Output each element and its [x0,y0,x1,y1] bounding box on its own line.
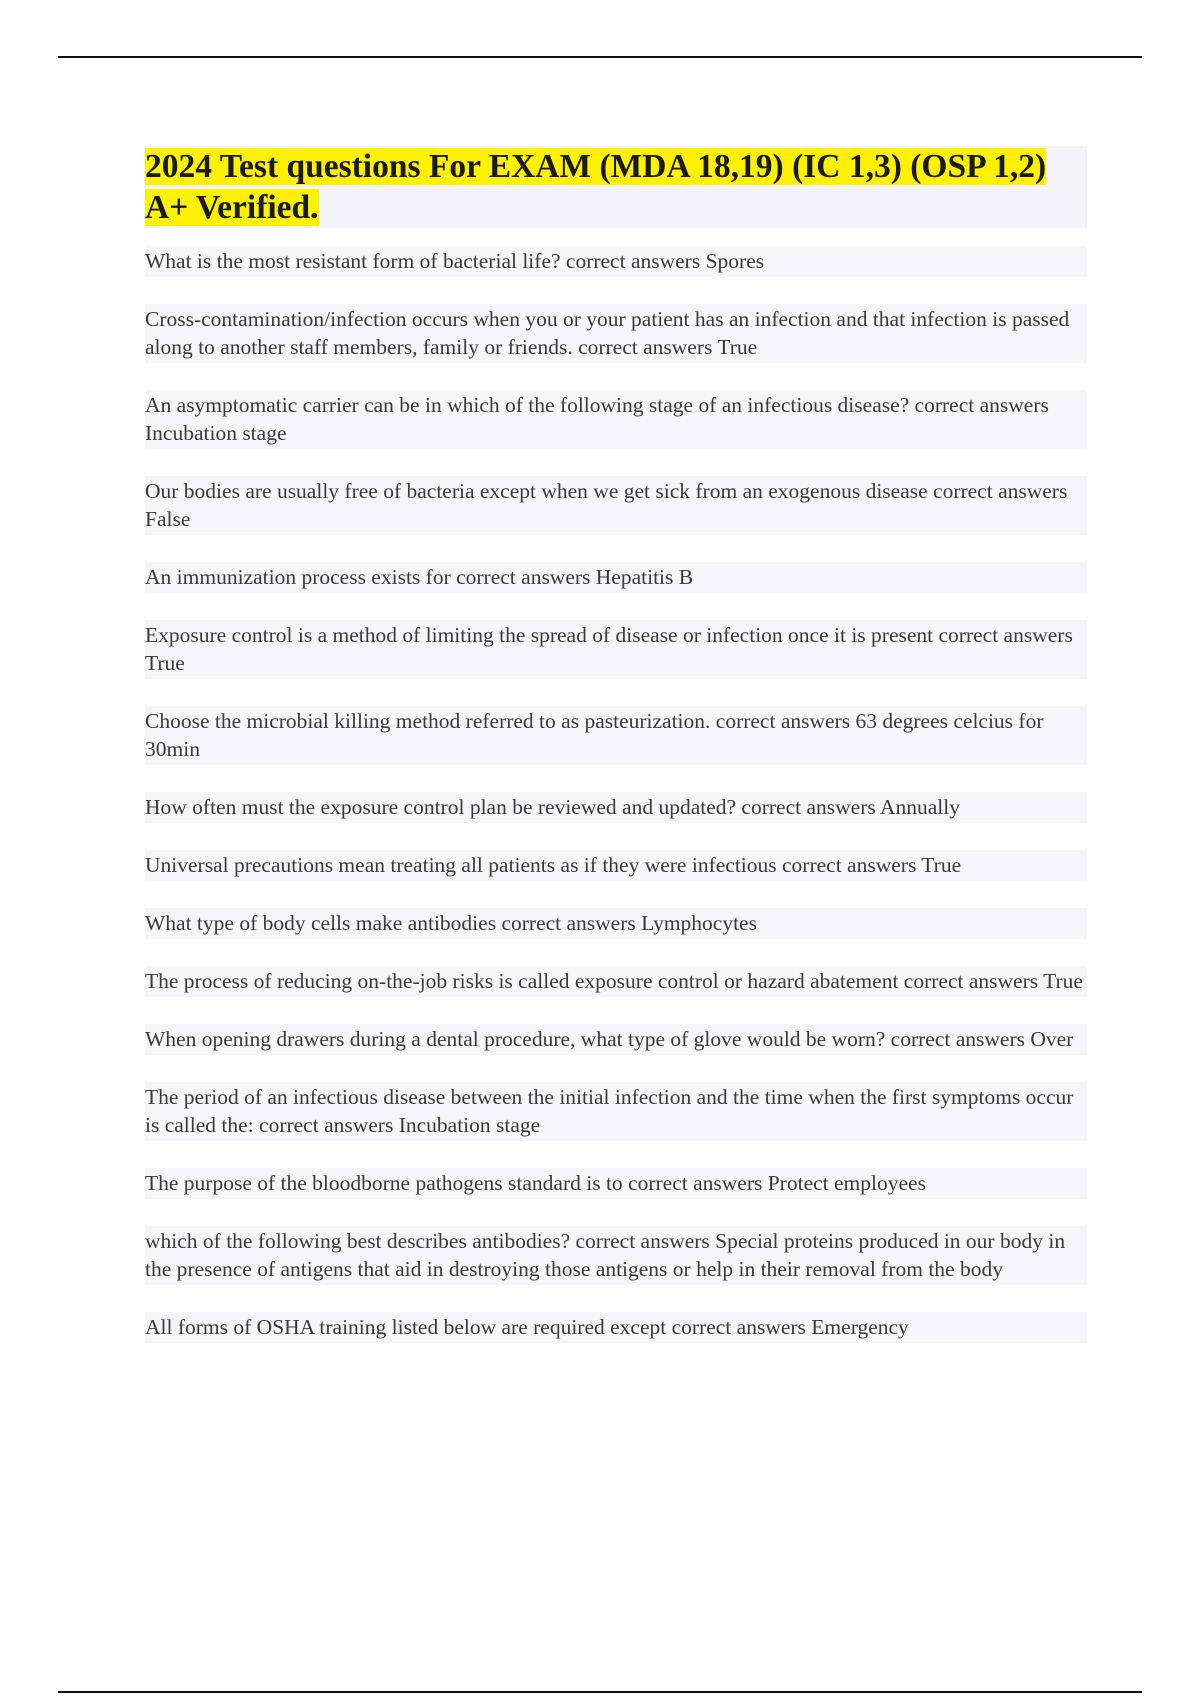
qa-item: What is the most resistant form of bacterial life? correct answers Spores [145,246,1087,277]
qa-item: The period of an infectious disease between the initial infection and the time when the first symptoms occur is called the: correct answers Incubation stage [145,1082,1087,1141]
qa-item: Our bodies are usually free of bacteria except when we get sick from an exogenous disease correct answers False [145,476,1087,535]
qa-item: What type of body cells make antibodies correct answers Lymphocytes [145,908,1087,939]
qa-item: An asymptomatic carrier can be in which of the following stage of an infectious disease? correct answers Incubation stage [145,390,1087,449]
qa-item: All forms of OSHA training listed below are required except correct answers Emergency [145,1312,1087,1343]
qa-item: How often must the exposure control plan be reviewed and updated? correct answers Annually [145,792,1087,823]
title-block [145,146,1087,228]
qa-item: Choose the microbial killing method referred to as pasteurization. correct answers 63 degrees celcius for 30min [145,706,1087,765]
qa-item: The process of reducing on-the-job risks is called exposure control or hazard abatement correct answers True [145,966,1087,997]
bottom-rule [58,1691,1142,1693]
qa-item: Cross-contamination/infection occurs when you or your patient has an infection and that infection is passed along to another staff members, family or friends. correct answers True [145,304,1087,363]
qa-item: The purpose of the bloodborne pathogens standard is to correct answers Protect employees [145,1168,1087,1199]
qa-item: When opening drawers during a dental procedure, what type of glove would be worn? correct answers Over [145,1024,1087,1055]
qa-item: An immunization process exists for correct answers Hepatitis B [145,562,1087,593]
qa-item: Exposure control is a method of limiting the spread of disease or infection once it is present correct answers True [145,620,1087,679]
qa-item: which of the following best describes antibodies? correct answers Special proteins produced in our body in the presence of antigens that aid in destroying those antigens or help in their removal from the body [145,1226,1087,1285]
top-rule [58,56,1142,58]
document-title [145,146,1087,228]
qa-item: Universal precautions mean treating all patients as if they were infectious correct answers True [145,850,1087,881]
document-content [145,146,1087,1370]
title-highlight: 2024 Test questions For EXAM (MDA 18,19) (IC 1,3) (OSP 1,2) A+ Verified. [145,148,1047,226]
